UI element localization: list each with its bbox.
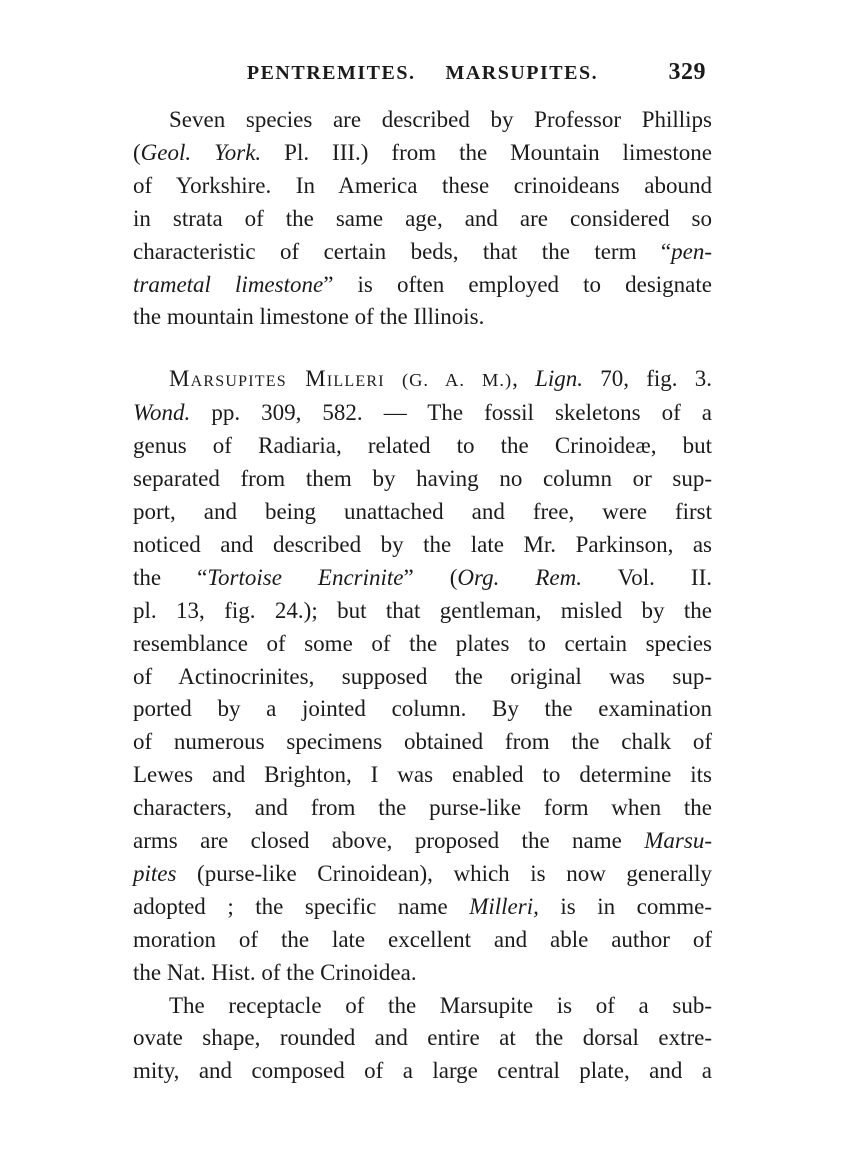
- text-line: [133, 236, 712, 269]
- italic-text: Org. Rem.: [457, 564, 582, 590]
- text-line: [133, 1055, 712, 1088]
- body-text: ,: [512, 366, 536, 392]
- paragraph: [133, 104, 712, 334]
- text-line: [133, 301, 712, 334]
- text-line: [133, 595, 712, 628]
- text-line: [133, 104, 712, 137]
- paragraph: [133, 990, 712, 1089]
- body-text: Pl. III.) from the Mountain limestone: [261, 139, 712, 165]
- small-caps-text: (G. A. M.): [401, 370, 513, 391]
- text-line: [133, 203, 712, 236]
- body-text: mity, and composed of a large central plate, and a: [133, 1058, 712, 1084]
- body-text: moration of the late excellent and able author of: [133, 926, 712, 952]
- running-head: [133, 62, 712, 85]
- text-line: [133, 137, 712, 170]
- text-line: [133, 628, 712, 661]
- text-line: [133, 924, 712, 957]
- text-line: [133, 726, 712, 759]
- page-header: [133, 59, 712, 90]
- body-text: in strata of the same age, and are considered so: [133, 205, 712, 231]
- body-text: arms are closed above, proposed the name: [133, 828, 645, 854]
- text-line: [133, 496, 712, 529]
- italic-text: Geol. York.: [140, 139, 262, 165]
- italic-text: trametal limestone: [133, 271, 324, 297]
- body-text: resemblance of some of the plates to certain species: [133, 630, 712, 656]
- body-text: the mountain limestone of the Illinois.: [133, 304, 485, 330]
- text-line: [133, 562, 712, 595]
- italic-text: Tortoise Encrinite: [207, 564, 404, 590]
- body-text: Seven species are described by Professor Phillips: [169, 107, 712, 132]
- text-line: [133, 891, 712, 924]
- page-body-text: [133, 104, 712, 1088]
- body-text: Lewes and Brighton, I was enabled to determine its: [133, 762, 712, 788]
- body-text: genus of Radiaria, related to the Crinoideæ, but: [133, 433, 712, 459]
- body-text: pl. 13, fig. 24.); but that gentleman, misled by the: [133, 597, 712, 623]
- text-line: [133, 792, 712, 825]
- text-line: [133, 269, 712, 302]
- body-text: The receptacle of the Marsupite is of a sub-: [169, 992, 712, 1018]
- text-line: [133, 825, 712, 858]
- body-text: Vol. II.: [582, 564, 712, 590]
- running-head-left: PENTREMITES.: [246, 62, 416, 84]
- body-text: ” (: [403, 564, 458, 590]
- italic-text: Lign.: [535, 366, 583, 392]
- body-text: (: [133, 139, 141, 165]
- body-text: characters, and from the purse-like form when the: [133, 795, 712, 821]
- italic-text: pen-: [671, 238, 712, 264]
- italic-text: Milleri,: [469, 893, 539, 919]
- text-line: [133, 858, 712, 891]
- text-line: [133, 529, 712, 562]
- text-line: [133, 363, 712, 397]
- text-line: [133, 463, 712, 496]
- body-text: separated from them by having no column or sup-: [133, 466, 712, 492]
- italic-text: pites: [133, 860, 177, 886]
- text-line: [133, 990, 712, 1023]
- body-text: pp. 309, 582. — The fossil skeletons of a: [190, 400, 712, 426]
- body-text: of numerous specimens obtained from the chalk of: [133, 729, 712, 755]
- body-text: (purse-like Crinoidean), which is now generally: [176, 860, 712, 886]
- body-text: of Yorkshire. In America these crinoideans abound: [133, 172, 712, 198]
- text-line: [133, 661, 712, 694]
- body-text: 70, fig. 3.: [583, 366, 712, 392]
- text-line: [133, 397, 712, 430]
- body-text: of Actinocrinites, supposed the original was sup-: [133, 663, 712, 689]
- text-line: [133, 693, 712, 726]
- body-text: the Nat. Hist. of the Crinoidea.: [133, 959, 417, 985]
- text-line: [133, 170, 712, 203]
- small-caps-text: Marsupites Milleri: [169, 366, 385, 392]
- text-line: [133, 957, 712, 990]
- body-text: ” is often employed to designate: [323, 271, 712, 297]
- body-text: the “: [133, 564, 208, 590]
- body-text: noticed and described by the late Mr. Parkinson, as: [133, 531, 712, 557]
- paragraph: [133, 363, 712, 989]
- body-text: port, and being unattached and free, were first: [133, 498, 712, 524]
- running-head-right: MARSUPITES.: [445, 62, 599, 84]
- body-text: is in comme-: [538, 893, 712, 919]
- body-text: [385, 366, 402, 391]
- text-line: [133, 1022, 712, 1055]
- body-text: adopted ; the specific name: [133, 893, 470, 919]
- text-line: [133, 759, 712, 792]
- text-line: [133, 430, 712, 463]
- body-text: characteristic of certain beds, that the term “: [133, 238, 672, 264]
- body-text: ported by a jointed column. By the examination: [133, 696, 712, 722]
- italic-text: Wond.: [133, 400, 191, 426]
- italic-text: Marsu-: [644, 828, 712, 854]
- page-number: 329: [668, 59, 706, 85]
- body-text: ovate shape, rounded and entire at the dorsal extre-: [133, 1025, 712, 1051]
